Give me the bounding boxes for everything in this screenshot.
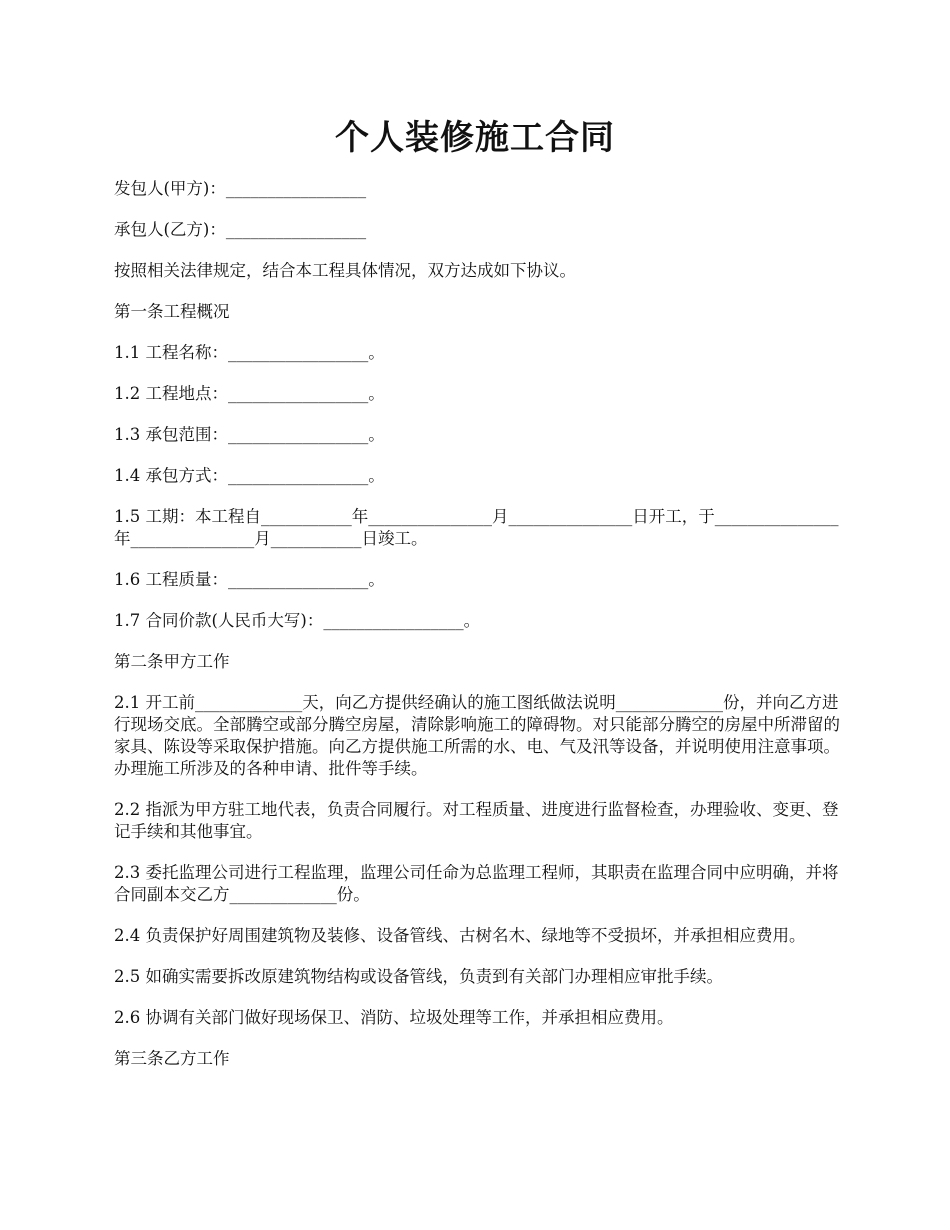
clause-1-5: 1.5 工期：本工程自___________年_______________月_______________日开工，于_______________年_______________月___________日竣工。 — [114, 507, 839, 548]
clause-2-3: 2.3 委托监理公司进行工程监理，监理公司任命为总监理工程师，其职责在监理合同中应明确，并将合同副本交乙方_____________份。 — [114, 863, 839, 904]
clause-2-6: 2.6 协调有关部门做好现场保卫、消防、垃圾处理等工作，并承担相应费用。 — [114, 1008, 674, 1027]
clause-2-4: 2.4 负责保护好周围建筑物及装修、设备管线、古树名木、绿地等不受损坏，并承担相应费用。 — [114, 926, 806, 945]
clause-2-1: 2.1 开工前_____________天，向乙方提供经确认的施工图纸做法说明_____________份，并向乙方进行现场交底。全部腾空或部分腾空房屋，清除影响施工的障碍物。对只能部分腾空的房屋中所滞留的家具、陈设等采取保护措施。向乙方提供施工所需的水、电、气及汛等设备，并说明使用注意事项。办理施工所涉及的各种申请、批件等手续。 — [114, 693, 840, 778]
section-heading-1: 第一条工程概况 — [114, 302, 230, 321]
party-b-line: 承包人(乙方)：_________________ — [114, 220, 367, 239]
clause-1-1: 1.1 工程名称：_________________。 — [114, 343, 385, 362]
document-title: 个人装修施工合同 — [335, 118, 615, 158]
clause-2-5: 2.5 如确实需要拆改原建筑物结构或设备管线，负责到有关部门办理相应审批手续。 — [114, 967, 723, 986]
agreement-intro: 按照相关法律规定，结合本工程具体情况，双方达成如下协议。 — [114, 261, 576, 280]
section-heading-3: 第三条乙方工作 — [114, 1049, 230, 1068]
clause-1-6: 1.6 工程质量：_________________。 — [114, 570, 385, 589]
clause-1-3: 1.3 承包范围：_________________。 — [114, 425, 385, 444]
document-body — [114, 178, 844, 1089]
clause-1-2: 1.2 工程地点：_________________。 — [114, 384, 385, 403]
section-heading-2: 第二条甲方工作 — [114, 652, 230, 671]
party-a-line: 发包人(甲方)：_________________ — [114, 179, 367, 198]
clause-1-7: 1.7 合同价款(人民币大写)：_________________。 — [114, 611, 481, 630]
clause-1-4: 1.4 承包方式：_________________。 — [114, 466, 385, 485]
clause-2-2: 2.2 指派为甲方驻工地代表，负责合同履行。对工程质量、进度进行监督检查，办理验收、变更、登记手续和其他事宜。 — [114, 800, 839, 841]
